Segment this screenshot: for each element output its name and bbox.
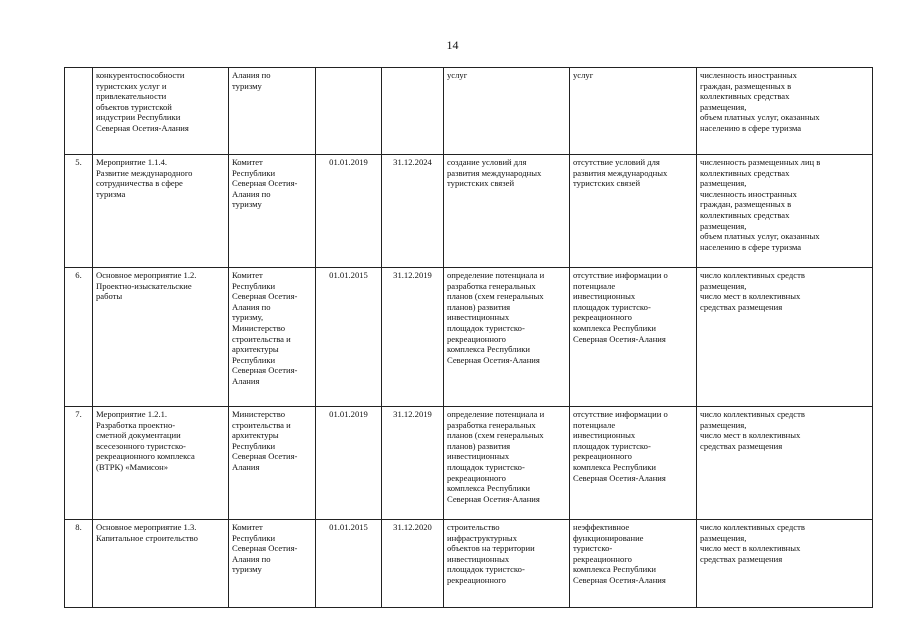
table-row (65, 407, 873, 520)
cell-text-line: конкурентоспособности (96, 70, 185, 80)
cell-text-line: (ВТРК) «Мамисон» (96, 461, 169, 472)
expected-result-cell (444, 520, 570, 608)
cell-text-line: Алания по (232, 188, 271, 199)
cell-text-line: число мест в коллективных (700, 430, 801, 441)
cell-text-line: средствах размещения (700, 553, 783, 564)
cell-text-line: создание условий для (447, 157, 527, 167)
expected-result-cell (444, 268, 570, 407)
start-date-cell (316, 520, 382, 608)
cell-text-line: средствах размещения (700, 301, 783, 312)
table-body (65, 68, 873, 608)
cell-text-line: туризму (232, 80, 262, 91)
cell-text-line: туризму (232, 564, 262, 575)
cell-text-line: Северная Осетия-Алания (447, 493, 540, 504)
cell-text-line: планов (схем генеральных (447, 291, 544, 302)
cell-text-line: индустрии Республики (96, 112, 181, 123)
indicators-cell (697, 520, 873, 608)
start-date-cell (316, 155, 382, 268)
cell-text-line: граждан, размещенных в (700, 199, 792, 210)
cell-text-line: туризму (232, 199, 262, 210)
cell-text-line: работы (96, 291, 123, 302)
cell-text-line: разработка генеральных (447, 280, 536, 291)
cell-text-line: Министерство (232, 409, 285, 419)
cell-text-line: размещения, (700, 419, 747, 430)
end-date-cell (382, 407, 444, 520)
cell-text-line: рекреационного комплекса (96, 451, 195, 462)
cell-text-line: граждан, размещенных в (700, 80, 792, 91)
cell-text-line: размещения, (700, 220, 747, 231)
cell-text-line: инвестиционных (447, 312, 510, 323)
cell-text-line: комплекса Республики (447, 344, 530, 355)
cell-text-line: туристских связей (573, 178, 641, 189)
cell-text-line: Комитет (232, 522, 263, 532)
cell-text-line: средствах размещения (700, 440, 783, 451)
cell-text-line: планов (схем генеральных (447, 430, 544, 441)
cell-text-line: Северная Осетия- (232, 291, 298, 302)
cell-text-line: Разработка проектно- (96, 419, 176, 430)
activity-name-cell (93, 155, 229, 268)
cell-text-line: инвестиционных (447, 553, 510, 564)
cell-text-line: Северная Осетия-Алания (573, 333, 666, 344)
cell-text-line: туристских связей (447, 178, 515, 189)
executor-cell (229, 155, 316, 268)
cell-text-line: Республики (232, 167, 276, 178)
cell-text-line: архитектуры (232, 344, 279, 355)
cell-text: 31.12.2019 (393, 270, 432, 280)
cell-text-line: Основное мероприятие 1.2. (96, 270, 197, 280)
cell-text-line: потенциале (573, 419, 616, 430)
cell-text-line: туризма (96, 188, 126, 199)
cell-text-line: Алания (232, 461, 260, 472)
cell-text-line: площадок туристско- (573, 440, 651, 451)
cell-text-line: размещения, (700, 532, 747, 543)
cell-text-line: комплекса Республики (447, 483, 530, 494)
row-number-cell (65, 155, 93, 268)
consequence-cell (570, 520, 697, 608)
cell-text-line: число мест в коллективных (700, 291, 801, 302)
cell-text-line: Республики (232, 440, 276, 451)
page-number: 14 (446, 38, 459, 52)
cell-text-line: площадок туристско- (447, 322, 525, 333)
cell-text-line: рекреационного (573, 312, 632, 323)
expected-result-cell (444, 155, 570, 268)
cell-text-line: число мест в коллективных (700, 543, 801, 554)
cell-text-line: размещения, (700, 280, 747, 291)
cell-text: 01.01.2019 (329, 409, 368, 419)
cell-text-line: строительства и (232, 419, 291, 430)
cell-text-line: рекреационного (447, 574, 506, 585)
cell-text-line: сметной документации (96, 430, 181, 441)
cell-text-line: Основное мероприятие 1.3. (96, 522, 197, 532)
cell-text-line: инвестиционных (573, 430, 636, 441)
table-row (65, 520, 873, 608)
executor-cell (229, 520, 316, 608)
cell-text-line: сотрудничества в сфере (96, 178, 183, 189)
cell-text-line: Комитет (232, 157, 263, 167)
start-date-cell (316, 407, 382, 520)
cell-text-line: Северная Осетия-Алания (573, 472, 666, 483)
cell-text-line: Республики (232, 280, 276, 291)
end-date-cell (382, 68, 444, 155)
cell-text-line: Северная Осетия-Алания (447, 354, 540, 365)
cell-text-line: Мероприятие 1.2.1. (96, 409, 168, 419)
cell-text: 01.01.2019 (329, 157, 368, 167)
cell-text-line: развития международных (573, 167, 668, 178)
cell-text-line: размещения, (700, 178, 747, 189)
cell-text-line: численность иностранных (700, 70, 797, 80)
cell-text-line: комплекса Республики (573, 461, 656, 472)
cell-text-line: строительства и (232, 333, 291, 344)
consequence-cell (570, 268, 697, 407)
cell-text-line: коллективных средствах (700, 167, 790, 178)
activity-name-cell (93, 68, 229, 155)
cell-text-line: число коллективных средств (700, 270, 805, 280)
end-date-cell (382, 268, 444, 407)
program-activities-table (64, 67, 873, 608)
cell-text: 7. (75, 409, 82, 419)
cell-text-line: инвестиционных (447, 451, 510, 462)
cell-text-line: число коллективных средств (700, 522, 805, 532)
cell-text-line: Капитальное строительство (96, 532, 198, 543)
end-date-cell (382, 520, 444, 608)
cell-text-line: Алания по (232, 301, 271, 312)
start-date-cell (316, 268, 382, 407)
cell-text-line: рекреационного (573, 553, 632, 564)
cell-text: 31.12.2019 (393, 409, 432, 419)
row-number-cell (65, 268, 93, 407)
executor-cell (229, 268, 316, 407)
cell-text-line: туристско- (573, 543, 613, 554)
executor-cell (229, 68, 316, 155)
cell-text-line: функционирование (573, 532, 644, 543)
indicators-cell (697, 68, 873, 155)
cell-text: 01.01.2015 (329, 522, 368, 532)
cell-text-line: населению в сфере туризма (700, 122, 802, 133)
executor-cell (229, 407, 316, 520)
cell-text-line: привлекательности (96, 91, 167, 102)
cell-text-line: Северная Осетия- (232, 451, 298, 462)
cell-text-line: развития международных (447, 167, 542, 178)
cell-text-line: Алания по (232, 70, 271, 80)
cell-text-line: планов) развития (447, 440, 511, 451)
cell-text-line: комплекса Республики (573, 322, 656, 333)
cell-text-line: рекреационного (447, 333, 506, 344)
cell-text: 5. (75, 157, 82, 167)
cell-text-line: объем платных услуг, оказанных (700, 231, 820, 242)
table-row (65, 268, 873, 407)
cell-text-line: рекреационного (447, 472, 506, 483)
indicators-cell (697, 155, 873, 268)
consequence-cell (570, 155, 697, 268)
cell-text-line: инфраструктурных (447, 532, 518, 543)
cell-text-line: число коллективных средств (700, 409, 805, 419)
cell-text-line: туризму, (232, 312, 264, 323)
expected-result-cell (444, 407, 570, 520)
cell-text-line: отсутствие информации о (573, 270, 668, 280)
cell-text: 31.12.2020 (393, 522, 432, 532)
cell-text-line: коллективных средствах (700, 91, 790, 102)
cell-text-line: Проектно-изыскательские (96, 280, 192, 291)
cell-text-line: площадок туристско- (447, 461, 525, 472)
cell-text-line: Республики (232, 532, 276, 543)
indicators-cell (697, 407, 873, 520)
cell-text-line: услуг (573, 70, 594, 80)
cell-text-line: площадок туристско- (573, 301, 651, 312)
cell-text: 31.12.2024 (393, 157, 432, 167)
cell-text-line: всесезонного туристско- (96, 440, 186, 451)
cell-text-line: Северная Осетия- (232, 178, 298, 189)
cell-text-line: разработка генеральных (447, 419, 536, 430)
cell-text-line: Развитие международного (96, 167, 193, 178)
cell-text: 8. (75, 522, 82, 532)
table-row (65, 68, 873, 155)
start-date-cell (316, 68, 382, 155)
activity-name-cell (93, 407, 229, 520)
cell-text-line: Республики (232, 354, 276, 365)
cell-text: 6. (75, 270, 82, 280)
cell-text-line: Северная Осетия-Алания (573, 574, 666, 585)
cell-text-line: Мероприятие 1.1.4. (96, 157, 168, 167)
cell-text-line: Северная Осетия- (232, 543, 298, 554)
row-number-cell (65, 407, 93, 520)
cell-text-line: строительство (447, 522, 500, 532)
indicators-cell (697, 268, 873, 407)
cell-text-line: определение потенциала и (447, 270, 545, 280)
cell-text-line: численность размещенных лиц в (700, 157, 821, 167)
cell-text-line: отсутствие условий для (573, 157, 660, 167)
cell-text-line: потенциале (573, 280, 616, 291)
end-date-cell (382, 155, 444, 268)
table-row (65, 155, 873, 268)
cell-text-line: площадок туристско- (447, 564, 525, 575)
cell-text: 01.01.2015 (329, 270, 368, 280)
cell-text-line: рекреационного (573, 451, 632, 462)
consequence-cell (570, 68, 697, 155)
cell-text-line: Северная Осетия- (232, 365, 298, 376)
cell-text-line: инвестиционных (573, 291, 636, 302)
activity-name-cell (93, 268, 229, 407)
cell-text-line: объем платных услуг, оказанных (700, 112, 820, 123)
activity-name-cell (93, 520, 229, 608)
cell-text-line: населению в сфере туризма (700, 241, 802, 252)
cell-text-line: определение потенциала и (447, 409, 545, 419)
consequence-cell (570, 407, 697, 520)
expected-result-cell (444, 68, 570, 155)
cell-text-line: размещения, (700, 101, 747, 112)
cell-text-line: Алания (232, 375, 260, 386)
cell-text-line: архитектуры (232, 430, 279, 441)
cell-text-line: численность иностранных (700, 188, 797, 199)
cell-text-line: Министерство (232, 322, 285, 333)
cell-text-line: отсутствие информации о (573, 409, 668, 419)
cell-text-line: коллективных средствах (700, 209, 790, 220)
cell-text-line: объектов на территории (447, 543, 535, 554)
cell-text-line: туристских услуг и (96, 80, 167, 91)
cell-text-line: Комитет (232, 270, 263, 280)
cell-text-line: планов) развития (447, 301, 511, 312)
cell-text-line: комплекса Республики (573, 564, 656, 575)
row-number-cell (65, 68, 93, 155)
cell-text-line: Алания по (232, 553, 271, 564)
cell-text-line: услуг (447, 70, 468, 80)
row-number-cell (65, 520, 93, 608)
cell-text-line: объектов туристской (96, 101, 172, 112)
cell-text-line: Северная Осетия-Алания (96, 122, 189, 133)
cell-text-line: неэффективное (573, 522, 630, 532)
